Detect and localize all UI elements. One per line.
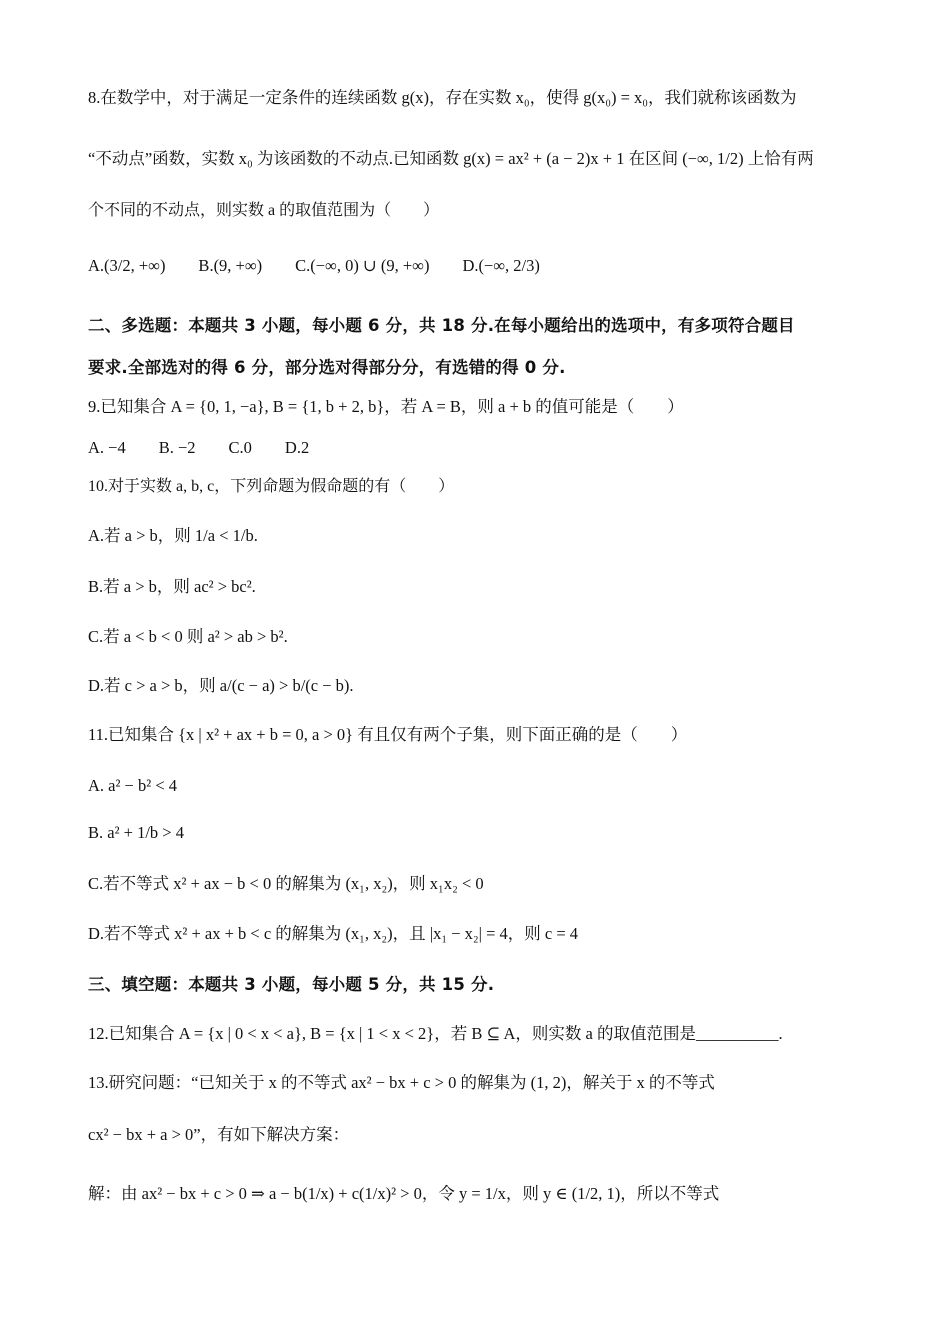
q10-option-d: D.若 c > a > b，则 a/(c − a) > b/(c − b). (88, 676, 354, 695)
q12-stem: 12.已知集合 A = {x | 0 < x < a}, B = {x | 1 < x < 2}，若 B ⊆ A，则实数 a 的取值范围是__________. (88, 1024, 783, 1043)
q11-option-b: B. a² + 1/b > 4 (88, 823, 184, 842)
q10-stem: 10.对于实数 a, b, c，下列命题为假命题的有（ ） (88, 478, 455, 495)
q10-option-a: A.若 a > b，则 1/a < 1/b. (88, 526, 258, 545)
q11-option-a: A. a² − b² < 4 (88, 776, 177, 795)
q10-option-c: C.若 a < b < 0 则 a² > ab > b². (88, 627, 288, 646)
q13-line-2: cx² − bx + a > 0”，有如下解决方案： (88, 1125, 350, 1144)
q9-options: A. −4 B. −2 C.0 D.2 (88, 438, 310, 457)
q11-option-c: C.若不等式 x² + ax − b < 0 的解集为 (x₁, x₂)，则 x₁x₂ < 0 (88, 874, 484, 893)
q10-option-b: B.若 a > b，则 ac² > bc². (88, 577, 256, 596)
section-2-heading-line-1: 二、多选题：本题共 3 小题，每小题 6 分，共 18 分.在每小题给出的选项中，有多项符合题目 (88, 316, 795, 335)
q11-stem: 11.已知集合 {x | x² + ax + b = 0, a > 0} 有且仅有两个子集，则下面正确的是（ ） (88, 725, 688, 744)
q8-options: A.(3/2, +∞) B.(9, +∞) C.(−∞, 0) ∪ (9, +∞) D.(−∞, 2/3) (88, 256, 540, 275)
q8-line-1: 8.在数学中，对于满足一定条件的连续函数 g(x)，存在实数 x₀，使得 g(x₀) = x₀，我们就称该函数为 (88, 88, 797, 107)
q8-line-3: 个不同的不动点，则实数 a 的取值范围为（ ） (88, 202, 440, 219)
q13-line-1: 13.研究问题：“已知关于 x 的不等式 ax² − bx + c > 0 的解集为 (1, 2)，解关于 x 的不等式 (88, 1073, 715, 1092)
q13-solution-line: 解：由 ax² − bx + c > 0 ⇒ a − b(1/x) + c(1/x)² > 0，令 y = 1/x，则 y ∈ (1/2, 1)，所以不等式 (88, 1184, 720, 1203)
q8-line-2: “不动点”函数，实数 x₀ 为该函数的不动点.已知函数 g(x) = ax² + (a − 2)x + 1 在区间 (−∞, 1/2) 上恰有两 (88, 149, 814, 168)
q11-option-d: D.若不等式 x² + ax + b < c 的解集为 (x₁, x₂)，且 |x₁ − x₂| = 4，则 c = 4 (88, 924, 579, 943)
q9-stem: 9.已知集合 A = {0, 1, −a}, B = {1, b + 2, b}，若 A = B，则 a + b 的值可能是（ ） (88, 397, 684, 416)
section-3-heading: 三、填空题：本题共 3 小题，每小题 5 分，共 15 分. (88, 975, 495, 994)
section-2-heading-line-2: 要求.全部选对的得 6 分，部分选对得部分分，有选错的得 0 分. (88, 358, 566, 377)
